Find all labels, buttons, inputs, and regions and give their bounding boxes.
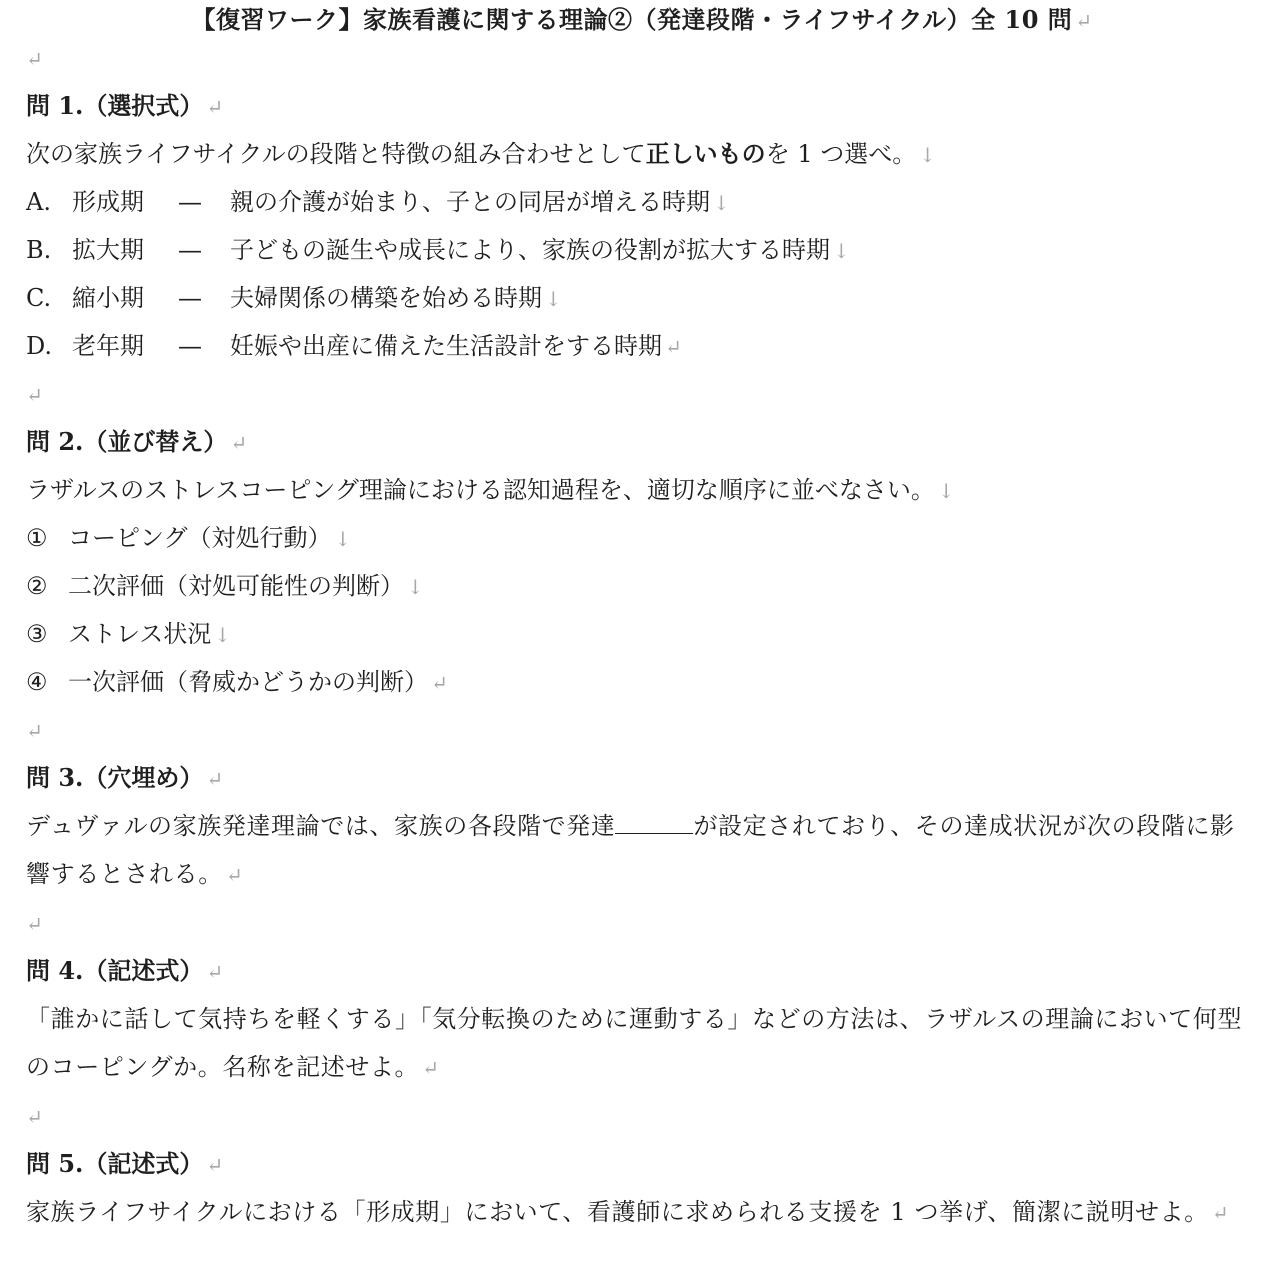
empty-paragraph [26, 34, 1258, 82]
line-break-mark: ↓ [545, 287, 562, 311]
order-item-1: ① コーピング（対処行動） ↓ [26, 524, 352, 552]
question-4-stem: 「誰かに話して気持ちを軽くする」「気分転換のために運動する」などの方法は、ラザルスの理論において何型のコーピングか。名称を記述せよ。 ↵ [26, 1005, 1243, 1081]
document-page [26, 0, 1258, 1237]
paragraph-mark: ↵ [431, 671, 448, 695]
empty-paragraph [26, 706, 1258, 754]
question-3-stem: デュヴァルの家族発達理論では、家族の各段階で発達 が設定されており、その達成状況が次の段階に影響するとされる。 ↵ [26, 802, 1258, 899]
line-break-mark: ↓ [833, 239, 850, 263]
paragraph-mark: ↵ [26, 912, 43, 936]
paragraph-mark: ↵ [26, 47, 43, 71]
paragraph-mark: ↵ [26, 1105, 43, 1129]
line-break-mark: ↓ [937, 479, 955, 503]
line-break-mark: ↓ [334, 527, 352, 551]
question-2-heading: 問 2.（並び替え） ↵ [26, 427, 248, 456]
paragraph-mark: ↵ [26, 383, 43, 407]
paragraph-mark: ↵ [1075, 9, 1093, 33]
empty-paragraph [26, 370, 1258, 418]
fill-in-blank [615, 807, 693, 834]
paragraph-mark: ↵ [230, 431, 248, 455]
paragraph-mark: ↵ [26, 719, 43, 743]
paragraph-mark: ↵ [206, 767, 224, 791]
paragraph-mark: ↵ [665, 335, 682, 359]
question-2-stem: ラザルスのストレスコーピング理論における認知過程を、適切な順序に並べなさい。 ↓ [26, 476, 955, 504]
order-item-3: ③ ストレス状況 ↓ [26, 620, 232, 648]
option-c: C. 縮小期 — 夫婦関係の構築を始める時期 ↓ [26, 284, 562, 312]
question-1-heading: 問 1.（選択式） ↵ [26, 91, 224, 120]
empty-paragraph [26, 899, 1258, 947]
question-5-stem: 家族ライフサイクルにおける「形成期」において、看護師に求められる支援を 1 つ挙げ、簡潔に説明せよ。 ↵ [26, 1198, 1230, 1226]
line-break-mark: ↓ [407, 575, 424, 599]
paragraph-mark: ↵ [206, 1153, 224, 1177]
question-4-heading: 問 4.（記述式） ↵ [26, 956, 224, 985]
line-break-mark: ↓ [919, 143, 936, 167]
option-b: B. 拡大期 — 子どもの誕生や成長により、家族の役割が拡大する時期 ↓ [26, 236, 850, 264]
option-d: D. 老年期 — 妊娠や出産に備えた生活設計をする時期 ↵ [26, 332, 682, 360]
empty-paragraph [26, 1092, 1258, 1140]
order-item-2: ② 二次評価（対処可能性の判断） ↓ [26, 572, 424, 600]
question-5-heading: 問 5.（記述式） ↵ [26, 1149, 224, 1178]
option-a: A. 形成期 — 親の介護が始まり、子との同居が増える時期 ↓ [26, 188, 730, 216]
line-break-mark: ↓ [713, 191, 730, 215]
emphasis-text: 正しいもの [645, 139, 766, 168]
document-title: 【復習ワーク】家族看護に関する理論②（発達段階・ライフサイクル）全 10 問 ↵ [191, 5, 1093, 34]
paragraph-mark: ↵ [206, 95, 224, 119]
paragraph-mark: ↵ [422, 1056, 440, 1080]
question-1-stem: 次の家族ライフサイクルの段階と特徴の組み合わせとして正しいものを 1 つ選べ。 ↓ [26, 139, 936, 168]
line-break-mark: ↓ [214, 623, 232, 647]
paragraph-mark: ↵ [1211, 1201, 1230, 1225]
paragraph-mark: ↵ [225, 863, 244, 887]
paragraph-mark: ↵ [206, 960, 224, 984]
order-item-4: ④ 一次評価（脅威かどうかの判断） ↵ [26, 668, 448, 696]
question-3-heading: 問 3.（穴埋め） ↵ [26, 763, 224, 792]
